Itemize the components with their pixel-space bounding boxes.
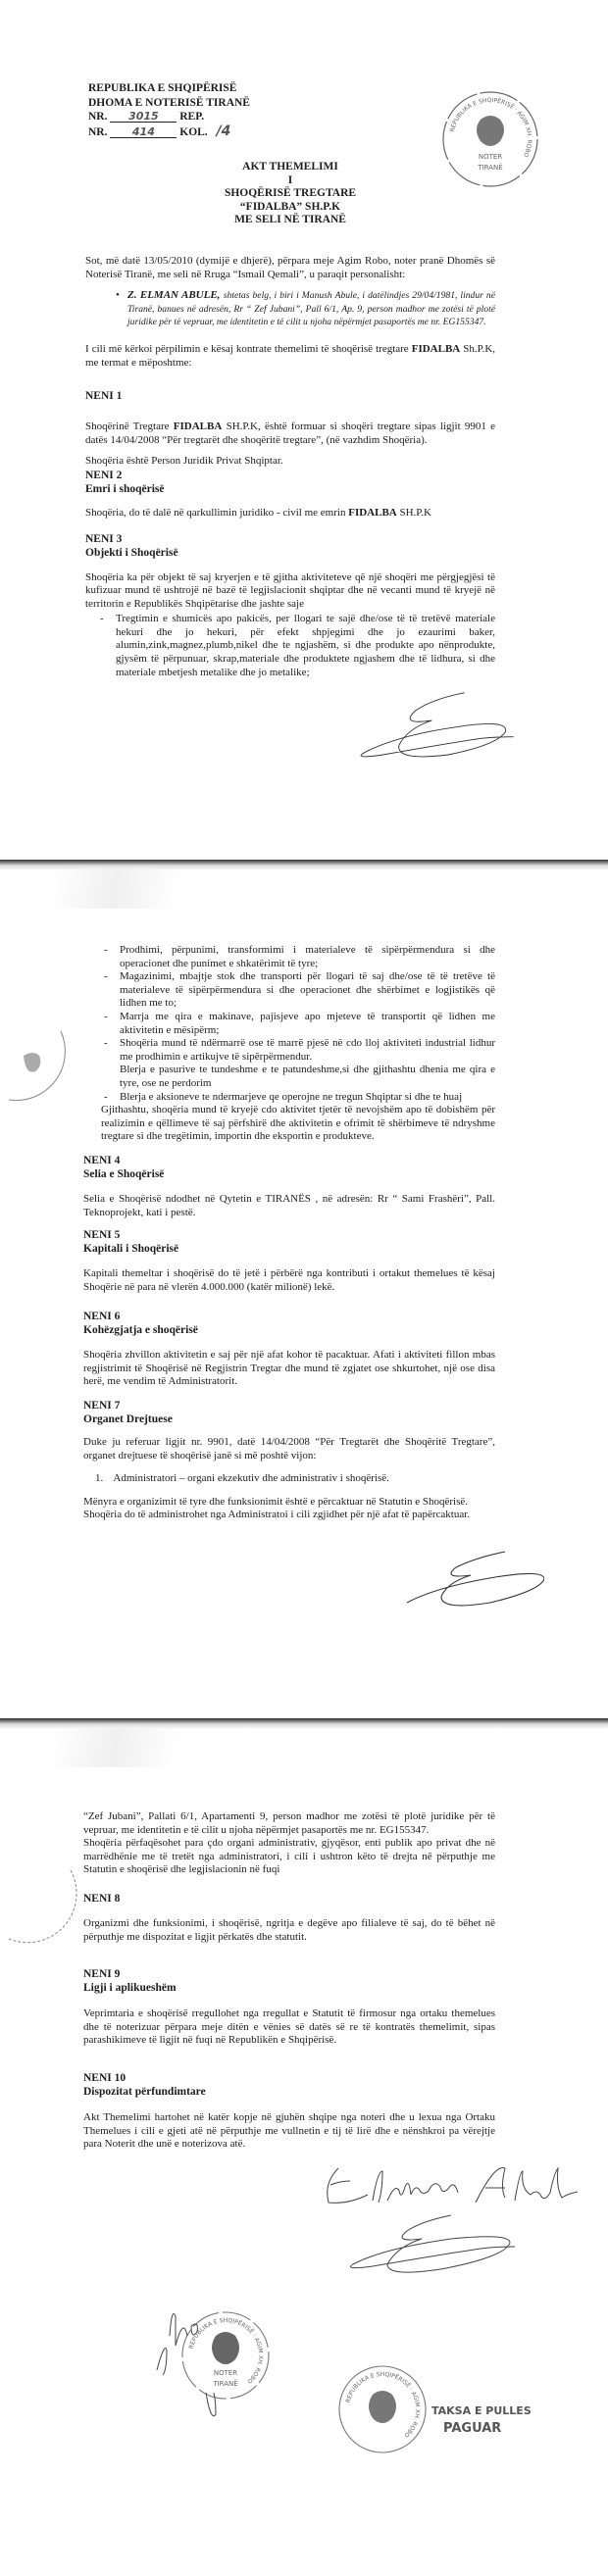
page-separator	[0, 860, 608, 869]
rep-number-value: 3015	[110, 111, 177, 123]
request-paragraph: I cili më kërkoi përpilimin e kësaj kontrate themelimi të shoqërisë tregtare FIDALBA Sh.P.K, me termat e mëposhtme:	[85, 342, 496, 369]
svg-text:REPUBLIKA E SHQIPËRISË · AGIM: REPUBLIKA E SHQIPËRISË · AGIM XH. ROBO	[344, 2370, 422, 2439]
page-separator	[0, 1718, 608, 1728]
neni3-item: - Tregtimin e shumicës apo pakicës, per llogari te sajë dhe/ose të të tretëvë materiale hekuri dhe jo hekuri, për efekt shpjegimi dhe jo ezaurimi baker, alumin,zink,magnez,plumb,nikel dhe te ngjashëm, si dhe produkte apo nënprodukte, gjysëm të përpunuar, skrap,materiale dhe produktete ngjashem dhe të lidhura, si dhe materiale mbetjesh metalike dhe jo metalike;	[100, 613, 495, 678]
dash-icon: -	[104, 944, 108, 956]
neni3-item: - Marrja me qira e makinave, pajisjeve apo mjeteve të transportit që lidhen me aktivitetin e mësipërm;	[104, 1010, 495, 1036]
neni7-paragraph: Duke ju referuar ligjit nr. 9901, datë 14/04/2008 “Për Tregtarët dhe Shoqëritë Tregtare”, organet drejtuese të shoqërisë janë si më poshtë vijon:	[83, 1436, 495, 1461]
neni8-paragraph: Organizmi dhe funksionimi, i shoqërisë, ngritja e degëve apo filialeve të saj, do të bëhet në përputhje me dispozitat e ligjit përkatës dhe statutit.	[83, 1916, 495, 1943]
neni3-item: Blerja e pasurive te tundeshme e te patundeshme,si dhe gjithashtu dhenia me qira e tyre, ose ne perdorim	[120, 1064, 495, 1089]
dash-icon: -	[104, 1037, 108, 1050]
neni2-heading: NENI 2	[85, 469, 123, 481]
document-header	[88, 81, 495, 139]
neni6-paragraph: Shoqëria zhvillon aktivitetin e saj për një afat kohor të pacaktuar. Afati i aktiviteti fillon mbas regjistrimit të Shoqërisë në Regjistrin Tregtar dhe mund të zgjatet ose shkurtohet, një ose disa herë, me vendim të Administratorit.	[83, 1349, 495, 1388]
svg-text:TAKSA E PULLES: TAKSA E PULLES	[431, 2403, 532, 2417]
document-page-2	[0, 869, 608, 1718]
neni3-intro: Shoqëria ka për objekt të saj kryerjen e të gjitha aktiviteteve që një shoqëri me përgjegjësi të kufizuar mund të ushtrojë në bazë të legjislacionit shqiptar dhe në vecanti mund të kryejë në territorin e Republikës Shqipëtarise dhe jashte saje	[85, 570, 495, 610]
neni10-paragraph: Akt Themelimi hartohet në katër kopje në gjuhën shqipe nga noteri dhe u lexua nga Ortaku Themelues i cili e gjeti atë në përputhje me vullnetin e tij të lirë dhe e nënshkroi pa vërejtje para Noterit dhe unë e noterizova atë.	[83, 2110, 495, 2151]
page-3-content	[83, 1810, 532, 2473]
stamp-area	[83, 2287, 532, 2473]
neni9-subheading: Ligji i aplikueshëm	[83, 1982, 177, 1995]
tax-paid-stamp-icon	[333, 2355, 549, 2463]
founder-name: Z. ELMAN ABULE,	[127, 289, 221, 302]
neni3-item: - Magazinimi, mbajtje stok dhe transporti për llogari të saj dhe/ose të të tretëve të materialeve të sipërpërmendura si dhe operacionet dhe shërbimet e logjistikës që lidhen me to;	[104, 970, 495, 1010]
header-kol-number: NR. 414 KOL. /4	[88, 123, 231, 139]
svg-text:REPUBLIKA E SHQIPËRISË · AGIM: REPUBLIKA E SHQIPËRISË · AGIM XH. ROBO	[187, 2316, 265, 2385]
neni1-heading: NENI 1	[85, 390, 123, 403]
neni2-paragraph: Shoqëria, do të dalë në qarkullimin juridiko - civil me emrin FIDALBA SH.P.K	[85, 506, 431, 519]
notary-stamp-icon	[152, 2297, 279, 2414]
neni2-subheading: Emri i shoqërisë	[85, 482, 165, 495]
neni7-item: 1. Administratori – organi ekzekutiv dhe administrativ i shoqërisë.	[95, 1472, 389, 1485]
neni5-paragraph: Kapitali themeltar i shoqërisë do të jetë i përbërë nga kontributi i ortakut themelues të kësaj Shoqërie në para në vlerën 4.000.000 (katër milionë) lekë.	[83, 1267, 495, 1293]
neni3-subheading: Objekti i Shoqërisë	[85, 546, 178, 559]
neni7-subheading: Organet Drejtuese	[83, 1413, 173, 1426]
svg-text:TIRANË: TIRANË	[213, 2379, 238, 2388]
neni9-heading: NENI 9	[83, 1968, 121, 1981]
neni3-item: - Prodhimi, përpunimi, transformimi i materialeve të sipërpërmendura si dhe operacionet dhe punimet e shkatërimit të tyre;	[104, 944, 495, 969]
document-page-3	[0, 1728, 608, 2576]
neni6-subheading: Kohëzgjatja e shoqërisë	[83, 1324, 198, 1337]
svg-text:NOTER: NOTER	[478, 153, 503, 161]
neni8-heading: NENI 8	[83, 1892, 121, 1905]
representation-paragraph: Shoqëria përfaqësohet para çdo organi administrativ, gjyqësor, enti publik apo privat dhe në marrëdhënie me të tretët nga administratori, i cili i ushtron këto të drejta në përputhje me Statutin e shoqërisë dhe legjislacionin në fuqi	[83, 1837, 495, 1876]
neni3-item: - Shoqëria mund të ndërmarrë ose të marrë pjesë në cdo lloj aktiviteti industrial lidhur me prodhimin e artikujve të sipërpërmendur.	[104, 1037, 495, 1063]
neni4-paragraph: Selia e Shoqërisë ndodhet në Qytetin e TIRANËS , në adresën: Rr “ Sami Frashëri”, Pall. Teknoprojekt, kati i pestë.	[83, 1192, 495, 1218]
intro-paragraph: Sot, më datë 13/05/2010 (dymijë e dhjerë), përpara meje Agim Robo, noter pranë Dhomës së Noterisë Tiranë, me seli në Rruga “Ismail Qemali”, u paraqit personalisht:	[85, 254, 495, 280]
neni6-heading: NENI 6	[83, 1311, 121, 1323]
neni7-organization: Mënyra e organizimit të tyre dhe funksionimit është e përcaktuar në Statutin e Shoqërisë.	[83, 1495, 469, 1508]
founder-signature-icon	[319, 2163, 583, 2212]
founder-details: shtetas belg, i biri i Manush Abule, i datëlindjes 29/04/1981, lindur në Tiranë, banues në adresën, Rr “ Zef Jubani”, Pall 6/1, Ap. 9, person madhor me zotësi të plotë juridike për të vepruar, me identitetin e të cilit u njoha nëpërmjet pasaportës me nr. EG155347.	[127, 290, 495, 328]
neni10-heading: NENI 10	[83, 2071, 127, 2084]
notary-stamp-partial-icon	[4, 1865, 73, 1944]
svg-text:NOTER: NOTER	[213, 2368, 238, 2377]
header-chamber: DHOMA E NOTERISË TIRANË	[88, 96, 250, 109]
neni9-paragraph: Veprimtaria e shoqërisë rregullohet nga rregullat e Statutit të firmosur nga ortaku themelues dhe të noterizuar përpara meje ditën e vënies së datës së re të kontratës themelimit, sipas parashikimeve të ligjit në fuqi në Republikën e Shqipërisë.	[83, 2007, 495, 2047]
neni1-paragraph: Shoqërinë Tregtare FIDALBA SH.P.K, është formuar si shoqëri tregtare sipas ligjit 9901 e datës 14/04/2008 “Për tregtarët dhe shoqëritë tregtare”, (në vazhdim Shoqëria).	[85, 421, 496, 446]
svg-text:TIRANË: TIRANË	[478, 164, 503, 172]
neni4-subheading: Selia e Shoqërisë	[83, 1167, 165, 1180]
dash-icon: -	[100, 613, 104, 625]
dash-icon: -	[104, 1090, 108, 1103]
document-title: AKT THEMELIMI I SHOQËRISË TREGTARE “FIDALBA” SH.P.K ME SELI NË TIRANË	[224, 161, 357, 226]
page-2-content	[83, 944, 495, 1618]
document-page-1	[0, 0, 608, 860]
dash-icon: -	[104, 970, 108, 983]
dash-icon: -	[104, 1010, 108, 1022]
kol-number-value: 414	[110, 126, 177, 138]
svg-text:REPUBLIKA E SHQIPËRISË · AGIM: REPUBLIKA E SHQIPËRISË · AGIM XH. ROBO	[448, 96, 533, 159]
header-rep-number: NR. 3015 REP.	[88, 110, 205, 123]
bullet-icon: •	[116, 289, 120, 302]
kol-note: /4	[216, 123, 231, 139]
neni3-closing: Gjithashtu, shoqëria mund të kryejë cdo aktivitet tjetër të nevojshëm apo të dobishëm për realizimin e qëllimeve të saj përfshirë dhe aktivitetin e ofrimit të shërbimeve të ndryshme tregtare si dhe tregëtimin, importin dhe eksportin e produkteve.	[101, 1104, 495, 1143]
founder-initial-signature-icon	[348, 2213, 544, 2287]
notary-stamp-partial-icon	[4, 1026, 63, 1105]
neni1-legal-person: Shoqëria është Person Juridik Privat Shqiptar.	[85, 455, 283, 468]
page-1-content	[85, 81, 495, 765]
neni3-item: - Blerja e aksioneve te ndermarjeve qe operojne ne tregun Shqiptar si dhe te huaj	[104, 1090, 463, 1103]
header-republic: REPUBLIKA E SHQIPËRISË	[88, 82, 237, 94]
neni4-heading: NENI 4	[83, 1154, 121, 1166]
neni7-heading: NENI 7	[83, 1400, 121, 1412]
svg-text:PAGUAR: PAGUAR	[443, 2420, 502, 2436]
neni5-heading: NENI 5	[83, 1229, 121, 1242]
neni7-administration: Shoqëria do të administrohet nga Administratoi i cili zgjidhet për një afat të papërcaktuar.	[83, 1509, 471, 1521]
neni5-subheading: Kapitali i Shoqërisë	[83, 1243, 179, 1256]
administrator-details: “Zef Jubani”, Pallati 6/1, Apartamenti 9, person madhor me zotësi të plotë juridike për të vepruar, me identitetin e të cilit u njoha nëpërmjet pasaportës me nr. EG155347.	[83, 1810, 495, 1836]
neni10-subheading: Dispozitat përfundimtare	[83, 2085, 206, 2098]
founder-initial-signature-icon	[330, 691, 517, 765]
signature-area	[83, 2159, 495, 2287]
founder-initial-signature-icon	[387, 1550, 544, 1618]
founder-item	[116, 289, 495, 329]
neni3-heading: NENI 3	[85, 532, 123, 545]
